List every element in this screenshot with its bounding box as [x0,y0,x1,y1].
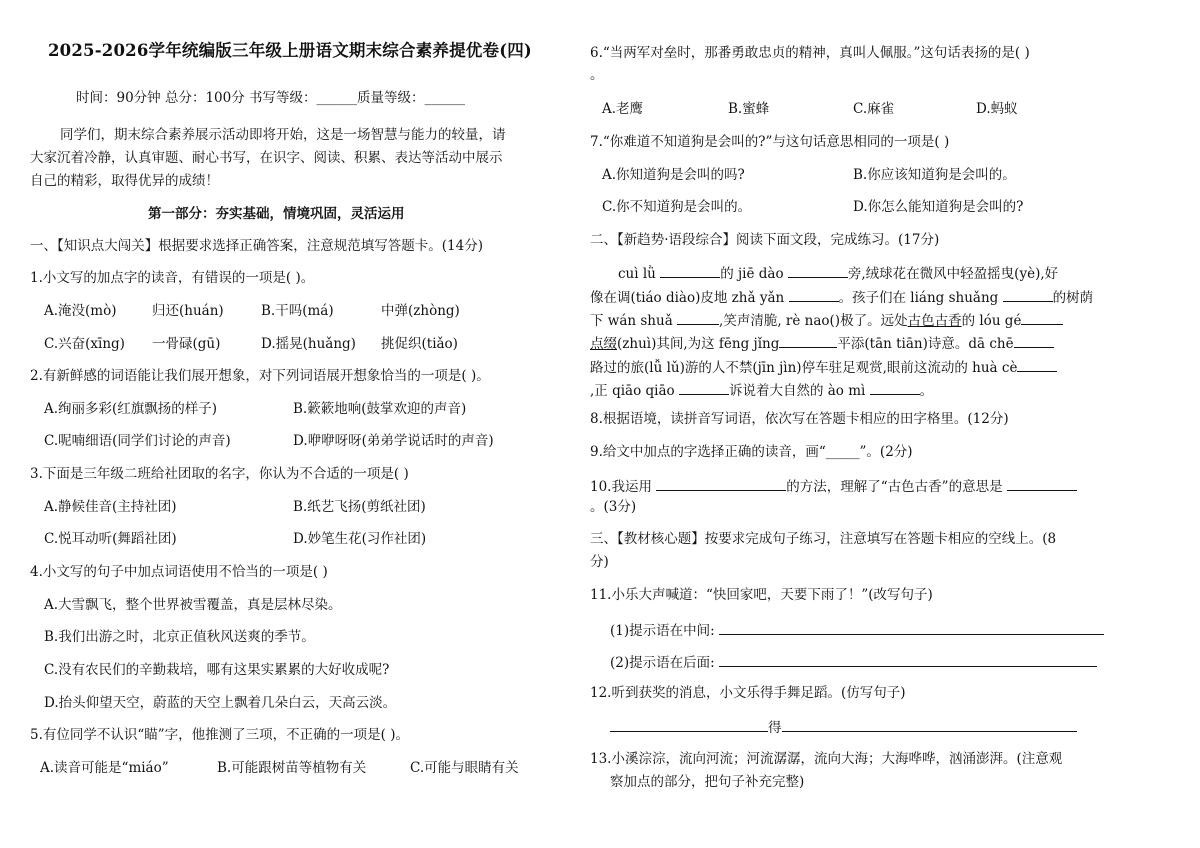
answer-line[interactable] [610,717,768,732]
question-2-option-c: C.呢喃细语(同学们讨论的声音) [44,433,231,449]
answer-line[interactable] [719,652,1097,667]
part-heading: 第一部分：夯实基础，情境巩固，灵活运用 [148,206,405,222]
question-2-option-a: A.绚丽多彩(红旗飘扬的样子) [44,401,218,417]
question-4-option-a: A.大雪飘飞，整个世界被雪覆盖，真是层林尽染。 [44,597,342,613]
answer-blank[interactable] [1017,357,1057,372]
question-9: 9.给文中加点的字选择正确的读音，画“_____”。(2分) [590,444,913,460]
answer-line[interactable] [782,717,1077,732]
passage-text: ,正 qiāo qiāo [590,383,675,399]
pinyin-text: cuì lǜ [618,266,656,282]
question-3-option-c: C.悦耳动听(舞蹈社团) [44,531,177,547]
section-3-heading: 三、【教材核心题】按要求完成句子练习，注意填写在答题卡相应的空线上。(8 [590,531,1057,547]
dotted-word: 点缀 [590,336,617,352]
question-10 [590,476,1077,496]
question-2-option-b: B.簌簌地响(鼓掌欢迎的声音) [293,401,467,417]
answer-blank[interactable] [660,263,720,278]
option-text: D.摇晃(huǎng) [261,336,356,352]
passage-text: 诉说着大自然的 ào mì [728,383,866,399]
option-text: 中弹(zhòng) [381,303,460,319]
question-text: 10.我运用 [590,479,652,495]
passage-line-1 [618,263,1058,283]
answer-blank[interactable] [789,287,839,302]
passage-text: ,笑声清脆, rè nao( [719,313,835,329]
passage-line-2 [590,287,1093,307]
passage-text: 的树荫 [1052,290,1094,306]
question-1: 1.小文写的加点字的读音，有错误的一项是( )。 [30,270,315,286]
passage-text: 下 wán shuǎ [590,313,673,329]
passage-text: (zhuì)其间,为这 fēng jǐng [617,336,780,352]
question-13-end: 察加点的部分，把句子补充完整) [610,774,805,790]
intro-line-3: 自己的精彩，取得优异的成绩！ [30,173,219,189]
exam-meta: 时间：90分钟 总分：100分 书写等级：______质量等级：______ [76,90,466,106]
question-6-option-d: D.蚂蚁 [976,101,1018,117]
question-7-option-d: D.你怎么能知道狗是会叫的? [853,199,1024,215]
passage-text: 。孩子们在 liáng shuǎng [838,290,999,306]
question-6-option-c: C.麻雀 [853,101,895,117]
question-5: 5.有位同学不认识“瞄”字，他推测了三项，不正确的一项是( )。 [30,727,410,743]
answer-blank[interactable] [1007,476,1077,491]
question-4-option-d: D.抬头仰望天空，蔚蓝的天空上飘着几朵白云，天高云淡。 [44,695,397,711]
question-8: 8.根据语境，读拼音写词语，依次写在答题卡相应的田字格里。(12分) [590,411,1009,427]
question-11-part-1 [610,620,1104,640]
answer-line[interactable] [719,620,1104,635]
passage-text: 。 [919,383,934,399]
answer-blank[interactable] [1003,287,1053,302]
dotted-word: 古色古香 [907,313,962,329]
question-10-end: 。(3分) [590,499,637,515]
question-6-end: 。 [590,67,604,83]
question-text: 的方法，理解了“古色古香”的意思是 [786,479,1003,495]
option-text: 归还(huán) [152,303,224,319]
passage-text: 像在调(tiáo diào)皮地 zhǎ yǎn [590,290,785,306]
passage-line-6 [590,380,933,400]
question-3-option-d: D.妙笔生花(习作社团) [293,531,427,547]
question-5-option-a: A.读音可能是“miáo” [40,760,169,776]
intro-line-1: 同学们，期末综合素养展示活动即将开始，这是一场智慧与能力的较量，请 [60,127,506,143]
answer-blank[interactable] [1021,310,1063,325]
option-text: 挑促织(tiǎo) [381,336,458,352]
question-7-option-c: C.你不知道狗是会叫的。 [602,199,752,215]
answer-blank[interactable] [677,310,719,325]
passage-text: 路过的旅(lǚ lǔ)游的人不禁(jīn jìn)停车驻足观赏,眼前这流动的 huà cè [590,360,1018,376]
passage-text: 旁,绒球花在微风中轻盈摇曳(yè),好 [847,266,1059,282]
question-4-option-c: C.没有农民们的辛勤栽培，哪有这果实累累的大好收成呢? [44,662,390,678]
passage-text: 的 lóu gé [961,313,1022,329]
answer-blank[interactable] [788,263,848,278]
question-text: 得 [768,720,782,736]
question-6-option-a: A.老鹰 [602,101,644,117]
question-11-part-2 [610,652,1097,672]
question-3-option-a: A.静候佳音(主持社团) [44,499,177,515]
question-4-option-b: B.我们出游之时，北京正值秋风送爽的季节。 [44,629,315,645]
question-12: 12.听到获奖的消息，小文乐得手舞足蹈。(仿写句子) [590,685,906,701]
question-7-option-b: B.你应该知道狗是会叫的。 [853,167,1016,183]
question-5-option-b: B.可能跟树苗等植物有关 [217,760,367,776]
option-text: B.干吗(má) [261,303,334,319]
answer-blank[interactable] [1014,333,1054,348]
intro-line-2: 大家沉着冷静，认真审题、耐心书写，在识字、阅读、积累、表达等活动中展示 [30,150,503,166]
question-5-option-c: C.可能与眼睛有关 [410,760,519,776]
question-6-option-b: B.蜜蜂 [728,101,770,117]
passage-text: 的 jiē dào [720,266,784,282]
question-text: (2)提示语在后面: [610,655,715,671]
option-text: A.淹没(mò) [44,303,117,319]
question-11: 11.小乐大声喊道：“快回家吧，天要下雨了！”(改写句子) [590,587,933,603]
section-3-heading-end: 分) [590,554,609,570]
question-6: 6.“当两军对垒时，那番勇敢忠贞的精神，真叫人佩服。”这句话表扬的是( ) [590,45,1030,61]
passage-line-5 [590,357,1057,377]
question-7: 7.“你难道不知道狗是会叫的?”与这句话意思相同的一项是( ) [590,134,950,150]
section-2-heading: 二、【新趋势·语段综合】阅读下面文段，完成练习。(17分) [590,232,940,248]
option-text: C.兴奋(xīng) [44,336,125,352]
option-text: 一骨碌(gū) [152,336,221,352]
question-2-option-d: D.咿咿呀呀(弟弟学说话时的声音) [293,433,494,449]
answer-blank[interactable] [870,380,920,395]
question-13: 13.小溪淙淙，流向河流；河流潺潺，流向大海；大海哗哗，汹涌澎湃。(注意观 [590,751,1063,767]
question-4: 4.小文写的句子中加点词语使用不恰当的一项是( ) [30,564,328,580]
passage-line-4 [590,333,1054,353]
question-3: 3.下面是三年级二班给社团取的名字，你认为不合适的一项是( ) [30,466,409,482]
answer-blank[interactable] [779,333,837,348]
section-1-heading: 一、【知识点大闯关】根据要求选择正确答案，注意规范填写答题卡。(14分) [30,238,483,254]
question-2: 2.有新鲜感的词语能让我们展开想象，对下列词语展开想象恰当的一项是( )。 [30,368,490,384]
answer-blank[interactable] [656,476,786,491]
question-3-option-b: B.纸艺飞扬(剪纸社团) [293,499,426,515]
passage-text: 平添(tān tiān)诗意。dā chē [837,336,1014,352]
question-text: (1)提示语在中间: [610,623,715,639]
page-title: 2025-2026学年统编版三年级上册语文期末综合素养提优卷(四) [48,41,532,60]
passage-text: )极了。远处 [834,313,908,329]
question-12-answer [610,717,1077,737]
answer-blank[interactable] [679,380,729,395]
passage-line-3 [590,310,1063,330]
question-7-option-a: A.你知道狗是会叫的吗? [602,167,745,183]
